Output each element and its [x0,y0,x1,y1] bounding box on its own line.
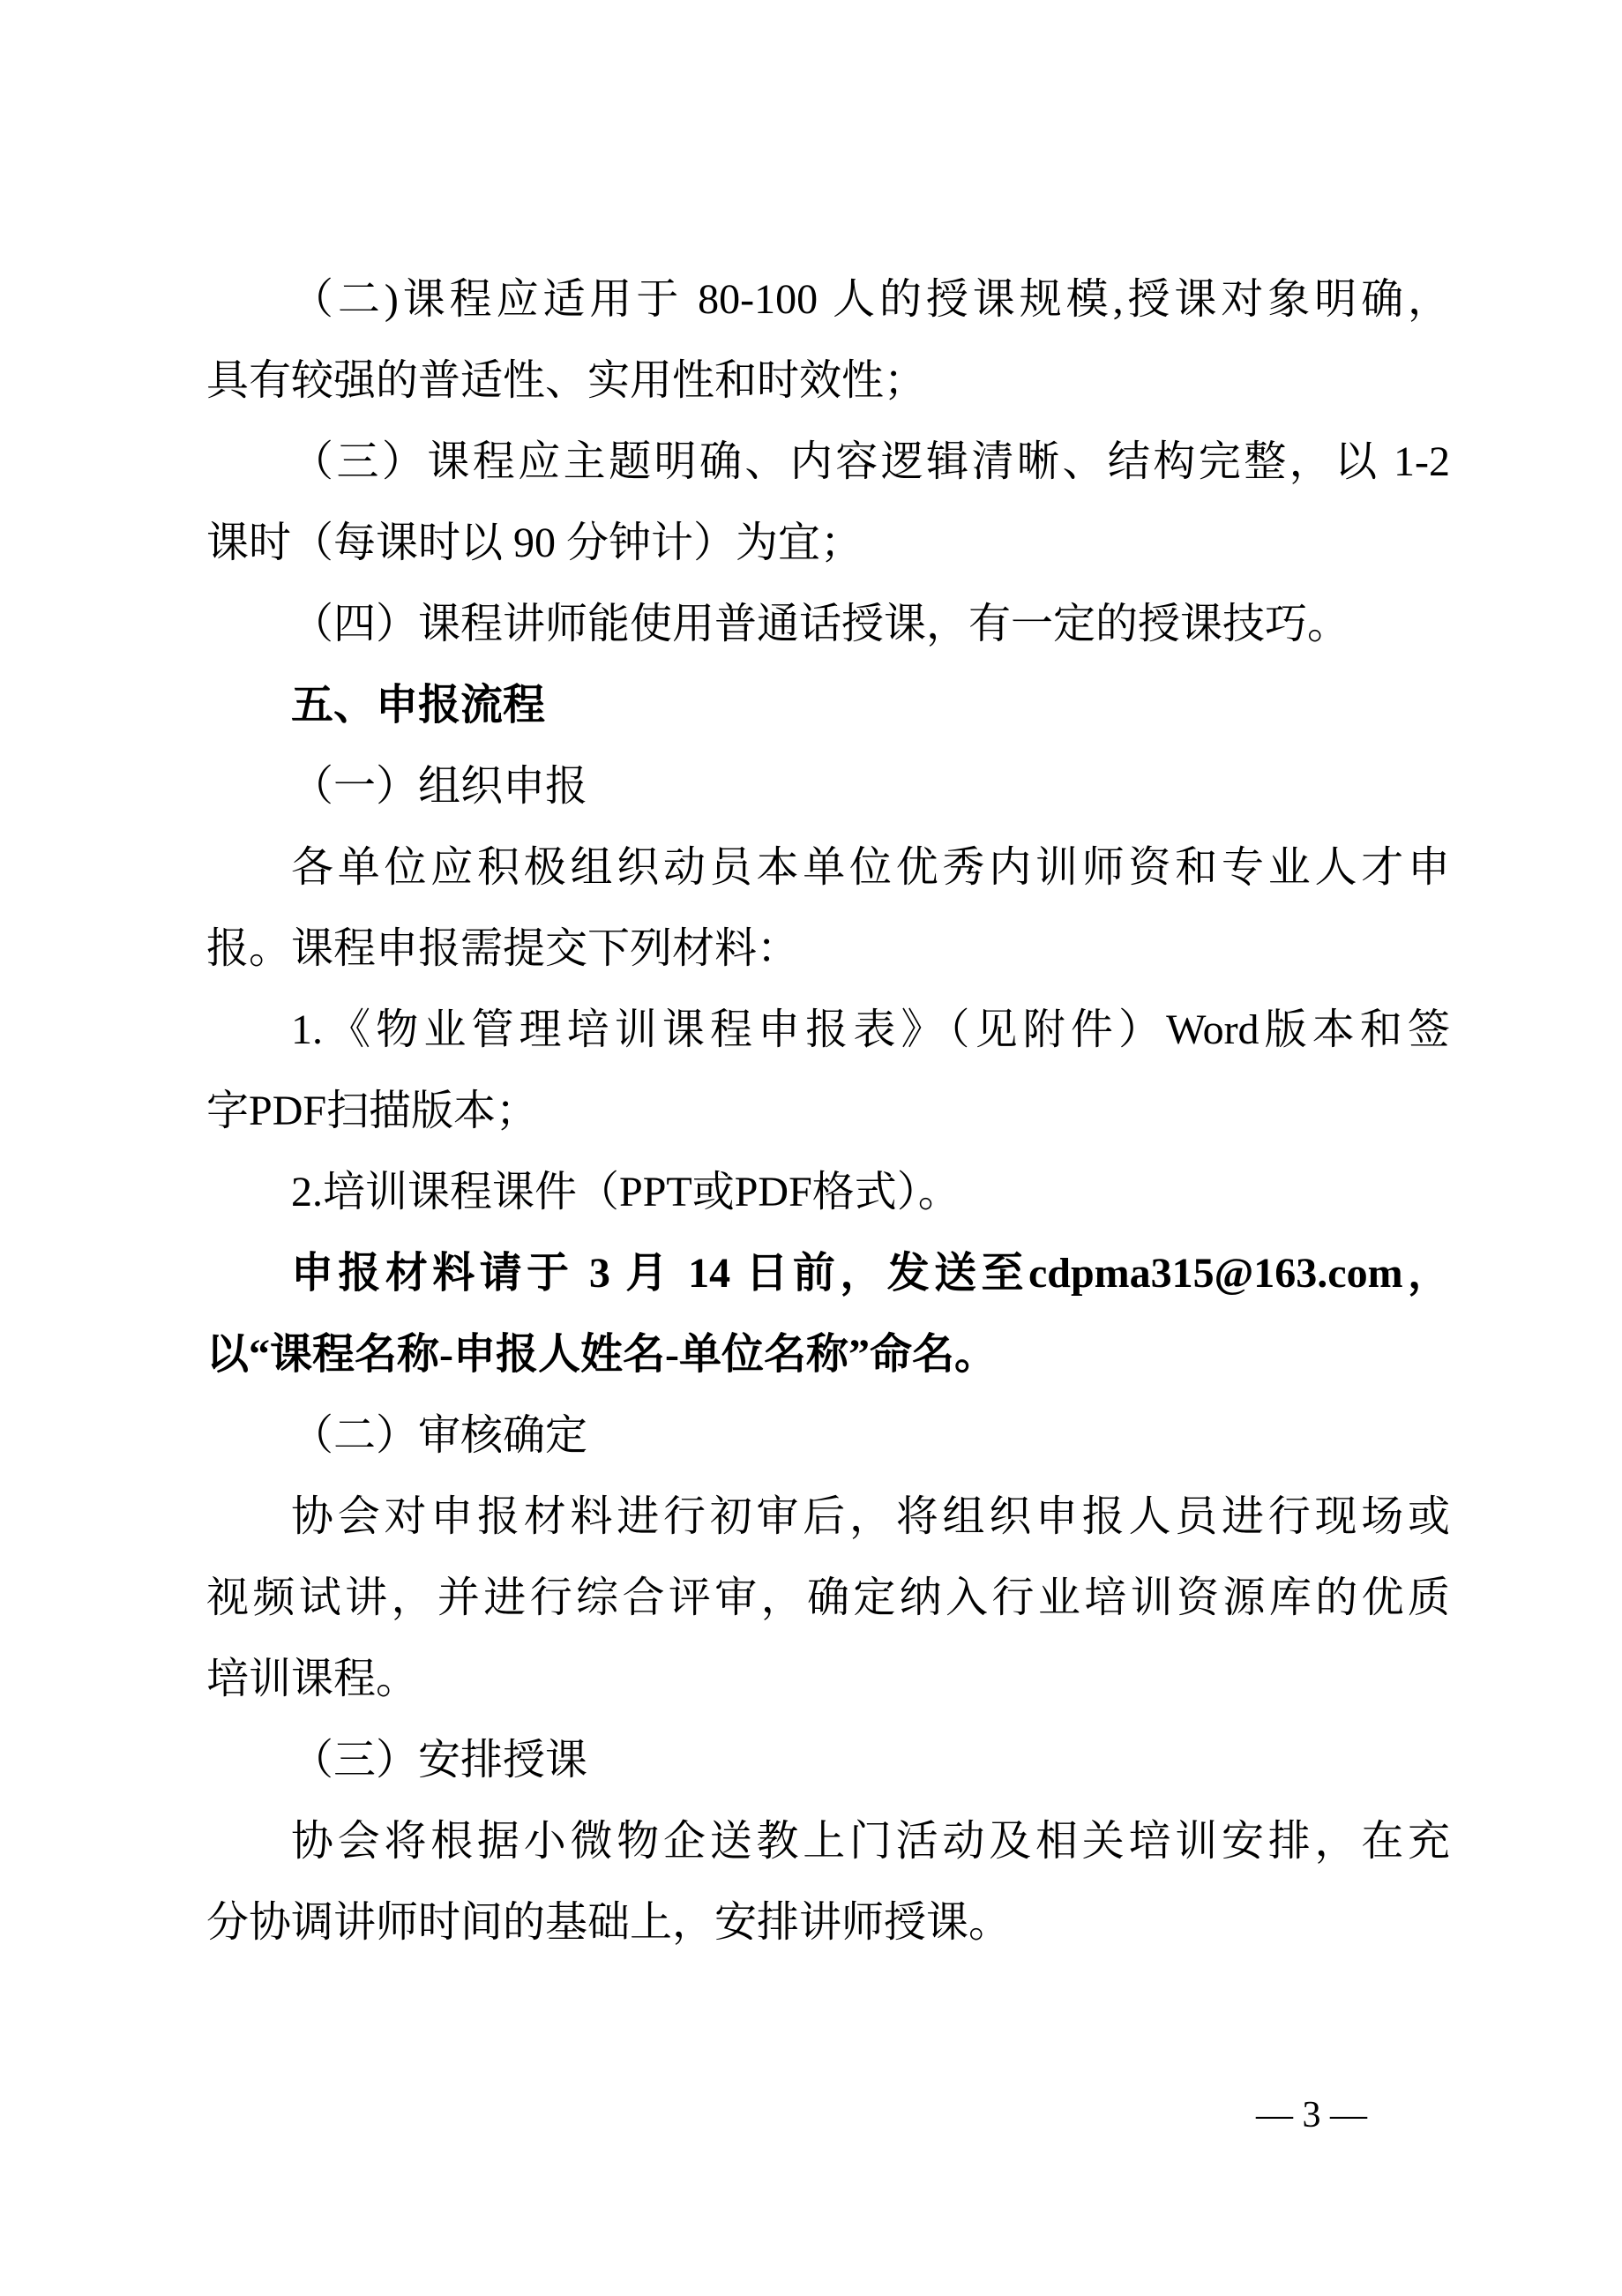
body-line: 培训课程。 [206,1656,419,1702]
body-line: 1.《物业管理培训课程申报表》（见附件）Word版本和签 [291,1006,1450,1053]
body-line: 2.培训课程课件（PPT或PDF格式）。 [291,1169,960,1215]
body-line: 字PDF扫描版本； [206,1088,539,1134]
body-line: （三）课程应主题明确、内容逻辑清晰、结构完整，以 1-2 [291,438,1450,485]
section-heading: 五、申报流程 [291,682,546,729]
body-line-bold: 以“课程名称-申报人姓名-单位名称”命名。 [206,1331,997,1378]
paragraph [206,422,1450,584]
paragraph [206,584,1450,665]
paragraph-emphasis [206,1233,1450,1395]
subsection [206,1720,1450,1801]
body-line: 具有较强的普适性、实用性和时效性； [206,357,927,404]
body-line: 课时（每课时以 90 分钟计）为宜； [206,520,863,566]
document-body [206,259,1450,1963]
subsection-heading: （二）审核确定 [291,1412,588,1459]
paragraph [206,1477,1450,1720]
body-line: （四）课程讲师能使用普通话授课，有一定的授课技巧。 [291,601,1350,647]
body-line: 分协调讲师时间的基础上，安排讲师授课。 [206,1899,1012,1946]
section [206,665,1450,746]
subsection-heading: （三）安排授课 [291,1737,588,1784]
subsection [206,1395,1450,1477]
body-line: 报。课程申报需提交下列材料： [206,925,800,972]
subsection-heading: （一）组织申报 [291,763,588,810]
body-line: 视频试讲，并进行综合评审，确定纳入行业培训资源库的优质 [206,1574,1450,1621]
paragraph [206,827,1450,990]
body-line: 协会将根据小微物企送教上门活动及相关培训安排，在充 [291,1818,1450,1865]
page-number: — 3 — [1256,2095,1367,2135]
body-line-bold: 申报材料请于 3 月 14 日前，发送至cdpma315@163.com， [291,1250,1450,1297]
body-line: 各单位应积极组织动员本单位优秀内训师资和专业人才申 [291,844,1450,891]
body-line: （二)课程应适用于 80-100 人的授课规模,授课对象明确， [291,276,1450,323]
list-item [206,1152,1450,1233]
list-item [206,990,1450,1152]
body-line: 协会对申报材料进行初审后，将组织申报人员进行现场或 [291,1493,1450,1540]
paragraph [206,1801,1450,1963]
paragraph [206,259,1450,422]
subsection [206,746,1450,827]
